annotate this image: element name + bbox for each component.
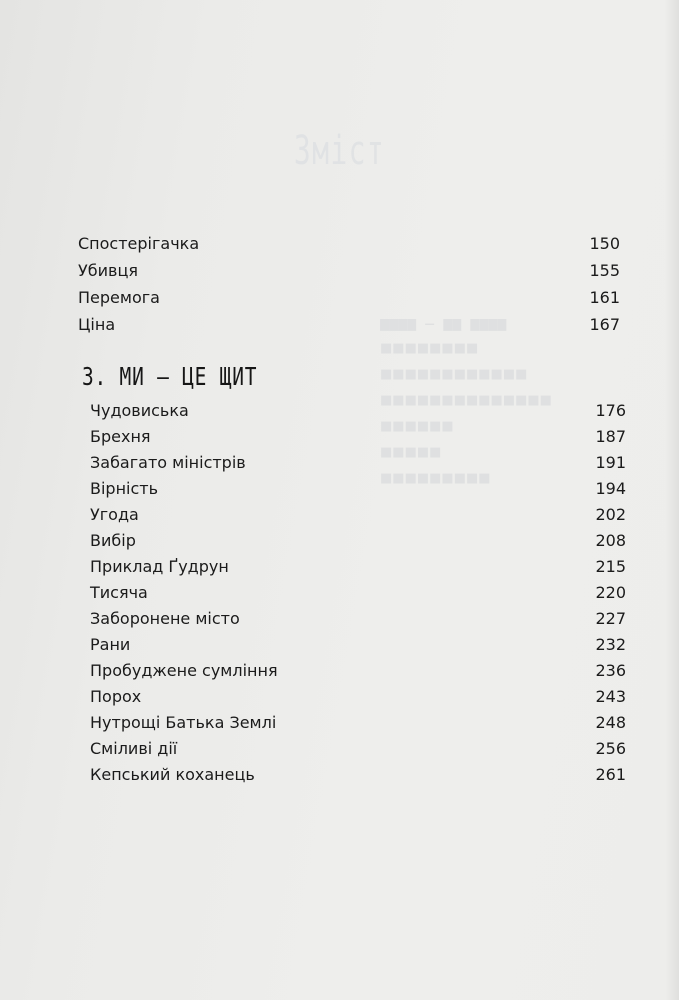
toc-entry-title: Спостерігачка xyxy=(78,234,200,253)
toc-entry-title: Перемога xyxy=(78,288,160,307)
toc-entry-page: 261 xyxy=(595,765,626,784)
bleed-through-line: ■■■■■■■■ xyxy=(380,341,479,356)
toc-entry[interactable] xyxy=(90,710,626,736)
toc-entry-page: 161 xyxy=(589,288,620,307)
toc-entry-title: Угода xyxy=(90,505,139,524)
toc-entry[interactable] xyxy=(90,632,626,658)
toc-entry-title: Пробуджене сумління xyxy=(90,661,278,680)
toc-entry-page: 155 xyxy=(589,261,620,280)
toc-entry-page: 220 xyxy=(595,583,626,602)
toc-entry-page: 167 xyxy=(589,315,620,334)
page-title: Зміст xyxy=(293,128,386,174)
bleed-through-line: ■■■■■■ xyxy=(380,419,454,434)
toc-entry-title: Приклад Ґудрун xyxy=(90,557,229,576)
toc-entry[interactable] xyxy=(90,450,626,476)
toc-entry-page: 256 xyxy=(595,739,626,758)
toc-entry[interactable] xyxy=(78,258,620,284)
toc-entry-page: 215 xyxy=(595,557,626,576)
toc-entry[interactable] xyxy=(90,528,626,554)
toc-entry[interactable] xyxy=(90,398,626,424)
toc-entry[interactable] xyxy=(90,606,626,632)
bleed-through-line: ■■■■■■■■■ xyxy=(380,471,491,486)
toc-entry-page: 187 xyxy=(595,427,626,446)
toc-entry-page: 150 xyxy=(589,234,620,253)
toc-entry-page: 248 xyxy=(595,713,626,732)
toc-entry-title: Чудовиська xyxy=(90,401,189,420)
toc-entry-title: Рани xyxy=(90,635,131,654)
toc-entry[interactable] xyxy=(78,231,620,257)
toc-entry[interactable] xyxy=(90,658,626,684)
toc-entry[interactable] xyxy=(90,762,626,788)
toc-entry-title: Заборонене місто xyxy=(90,609,240,628)
toc-entry-title: Кепський коханець xyxy=(90,765,255,784)
toc-entry-page: 194 xyxy=(595,479,626,498)
toc-entry-title: Забагато міністрів xyxy=(90,453,246,472)
toc-entry-page: 191 xyxy=(595,453,626,472)
toc-entry-title: Ціна xyxy=(78,315,116,334)
toc-entry-page: 243 xyxy=(595,687,626,706)
toc-entry[interactable] xyxy=(78,285,620,311)
toc-entry-title: Тисяча xyxy=(90,583,148,602)
toc-entry-title: Убивця xyxy=(78,261,138,280)
toc-entry[interactable] xyxy=(90,554,626,580)
toc-entry-page: 232 xyxy=(595,635,626,654)
bleed-through-line: ■■■■■ xyxy=(380,445,442,460)
section-heading-part3: 3. МИ — ЦЕ ЩИТ xyxy=(82,362,258,391)
toc-entry[interactable] xyxy=(90,476,626,502)
bleed-through-heading: ■■■■ — ■■ ■■■■ xyxy=(380,311,507,335)
toc-entry[interactable] xyxy=(90,502,626,528)
page-edge-shadow xyxy=(665,0,679,1000)
toc-entry[interactable] xyxy=(78,312,620,338)
toc-entry-page: 227 xyxy=(595,609,626,628)
toc-entry-page: 176 xyxy=(595,401,626,420)
toc-entry[interactable] xyxy=(90,424,626,450)
toc-entry[interactable] xyxy=(90,736,626,762)
toc-entry[interactable] xyxy=(90,684,626,710)
toc-entry-page: 236 xyxy=(595,661,626,680)
bleed-through-line: ■■■■■■■■■■■■■■ xyxy=(380,393,552,408)
toc-entry-page: 202 xyxy=(595,505,626,524)
toc-entry-title: Вірність xyxy=(90,479,159,498)
toc-entry-title: Нутрощі Батька Землі xyxy=(90,713,277,732)
toc-entry-title: Порох xyxy=(90,687,142,706)
toc-entry-title: Брехня xyxy=(90,427,151,446)
toc-entry[interactable] xyxy=(90,580,626,606)
bleed-through-line: ■■■■■■■■■■■■ xyxy=(380,367,528,382)
toc-entry-title: Сміливі дії xyxy=(90,739,178,758)
toc-entry-title: Вибір xyxy=(90,531,136,550)
toc-entry-page: 208 xyxy=(595,531,626,550)
